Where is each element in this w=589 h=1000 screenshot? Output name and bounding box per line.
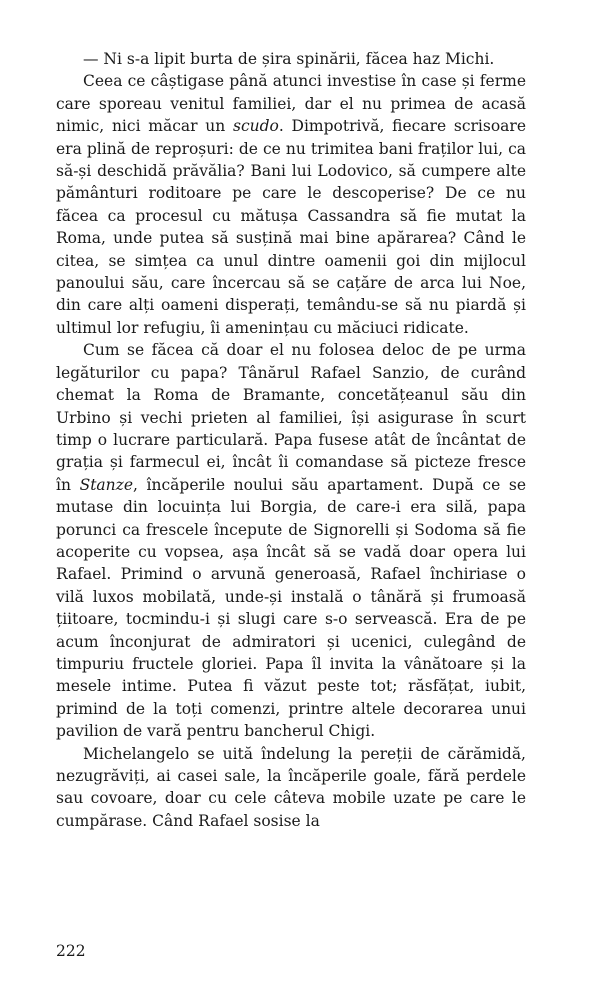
text-run: Michelangelo se uită îndelung la pereții de cărămidă, nezugrăviți, ai casei sale, la încăperile goale, fără perdele sau covoare, doar cu cele câteva mobile uzate pe care le cumpărase. Când Rafael sosise la [56,744,526,830]
paragraph [56,70,526,339]
text-run: Ceea ce câștigase până atunci investise în case și ferme care sporeau venitul familiei, dar el nu primea de acasă nimic, nici măcar un [56,72,526,136]
text-run: — Ni s-a lipit burta de șira spinării, făcea haz Michi. [83,50,495,68]
text-run: . Dimpotrivă, fiecare scrisoare era plină de reproșuri: de ce nu trimitea bani fraților lui, ca să-și deschidă prăvălia? Bani lui Lodovico, să cumpere alte pământuri roditoare pe care le descoperise? De ce nu făcea ca procesul cu mătușa Cassandra să fie mutat la Roma, unde putea să susțină mai bine apărarea? Când le citea, se simțea ca unul dintre oamenii goi din mijlocul panoului său, care încercau să se cațăre de arca lui Noe, din care alți oameni disperați, temându-se să nu piardă și ultimul lor refugiu, îi amenințau cu măciuci ridicate. [56,117,526,337]
page-number: 222 [56,942,86,960]
italic-term: scudo [232,117,279,136]
italic-term: Stanze [79,475,133,494]
paragraph [56,743,526,833]
text-run: Cum se făcea că doar el nu folosea deloc de pe urma legăturilor cu papa? Tânărul Rafael Sanzio, de curând chemat la Roma de Bramante, concetățeanul său din Urbino și vechi prieten al familiei, își asigurase în scurt timp o lucrare particulară. Papa fusese atât de încântat de grația și farmecul ei, încât îi comandase să picteze fresce în [56,341,526,494]
text-run: , încăperile noului său apartament. După ce se mutase din locuința lui Borgia, de care-i era silă, papa porunci ca frescele începute de Signorelli și Sodoma să fie acoperite cu vopsea, așa încât să se vadă doar opera lui Rafael. Primind o arvună generoasă, Rafael închiriase o vilă luxos mobilată, unde-și instală o tânără și frumoasă țiitoare, tocmindu-i și slugi care s-o servească. Era de pe acum înconjurat de admiratori și ucenici, culegând de timpuriu fructele gloriei. Papa îl invita la vânătoare și la mesele intime. Putea fi văzut peste tot; răsfățat, iubit, primind de la toți comenzi, printre altele decorarea unui pavilion de vară pentru bancherul Chigi. [56,475,526,741]
page-body [56,48,526,832]
paragraph [56,48,526,70]
paragraph [56,339,526,742]
